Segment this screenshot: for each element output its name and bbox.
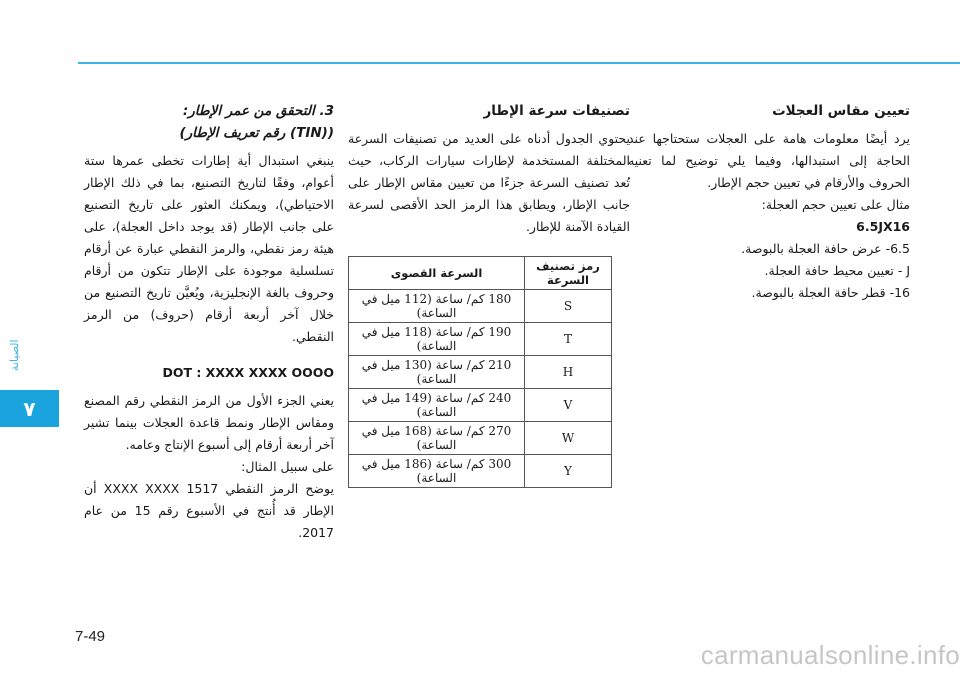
max-speed-cell: 190 كم/ ساعة (118 ميل في الساعة) — [349, 323, 525, 356]
speed-rating-section — [348, 100, 630, 238]
tire-age-section — [84, 100, 334, 544]
wheel-size-intro: يرد أيضًا معلومات هامة على العجلات ستحتاجها عند الحاجة إلى استبدالها، وفيما يلي توضيح لما تعنيه الحروف والأرقام في تعيين حجم الإطار. — [628, 131, 910, 190]
table-row — [349, 455, 612, 488]
dot-explanation: يعني الجزء الأول من الرمز النقطي رقم المصنع ومقاس الإطار ونمط قاعدة العجلات بينما تشير آخر أربعة أرقام إلى أسبوع الإنتاج وعامه. — [84, 393, 334, 452]
wheel-size-list-item: 16- قطر حافة العجلة بالبوصة. — [751, 285, 910, 300]
table-header-row — [349, 257, 612, 290]
speed-code-cell: W — [525, 422, 612, 455]
speed-code-cell: Y — [525, 455, 612, 488]
column-header-max-speed: السرعة القصوى — [349, 257, 525, 290]
example-paragraph: يوضح الرمز النقطي 1517 XXXX XXXX أن الإطار قد أُنتج في الأسبوع رقم 15 من عام 2017. — [84, 481, 334, 540]
watermark: carmanualsonline.info — [700, 640, 960, 670]
table-row — [349, 422, 612, 455]
wheel-size-list-item: 6.5- عرض حافة العجلة بالبوصة. — [741, 241, 910, 256]
wheel-size-code: 6.5JX16 — [856, 219, 910, 234]
speed-rating-paragraph: يحتوي الجدول أدناه على العديد من تصنيفات السرعة المختلفة المستخدمة لإطارات سيارات الركاب، حيث تُعد تصنيف السرعة جزءًا من تعيين مقاس الإطار على جانب الإطار، ويطابق هذا الرمز الحد الأقصى لسرعة القيادة الآمنة للإطار. — [348, 131, 630, 234]
max-speed-cell: 240 كم/ ساعة (149 ميل في الساعة) — [349, 389, 525, 422]
max-speed-cell: 210 كم/ ساعة (130 ميل في الساعة) — [349, 356, 525, 389]
tire-age-paragraph: ينبغي استبدال أية إطارات تخطى عمرها ستة أعوام، وفقًا لتاريخ التصنيع، بما في ذلك الإطار الاحتياطي)، ويمكنك العثور على تاريخ التصنيع على جانب الإطار (قد يوجد داخل العجلة)، على هيئة رمز نقطي، والرمز النقطي عبارة عن أرقام تسلسلية موجودة على الإطار تتكون من أرقام وحروف بالغة الإنجليزية، ويُعيَّن تاريخ التصنيع من خلال آخر أربعة أرقام (حروف) من الرمز النقطي. — [84, 153, 334, 344]
speed-code-cell: S — [525, 290, 612, 323]
chapter-number: ٧ — [23, 396, 36, 421]
table-row — [349, 290, 612, 323]
top-divider — [78, 62, 960, 64]
max-speed-cell: 180 كم/ ساعة (112 ميل في الساعة) — [349, 290, 525, 323]
section-label: الصيانة — [8, 339, 21, 371]
speed-code-cell: H — [525, 356, 612, 389]
dot-code: DOT : XXXX XXXX OOOO — [162, 365, 334, 380]
speed-rating-table — [348, 256, 612, 488]
table-row — [349, 389, 612, 422]
example-label: على سبيل المثال: — [241, 459, 334, 474]
chapter-tab — [0, 390, 59, 427]
table-row — [349, 356, 612, 389]
wheel-size-heading: تعيين مقاس العجلات — [772, 103, 910, 119]
column-header-code: رمز تصنيف السرعة — [525, 257, 612, 290]
speed-code-cell: T — [525, 323, 612, 356]
table-row — [349, 323, 612, 356]
wheel-size-list-item: J - تعيين محيط حافة العجلة. — [764, 263, 910, 278]
speed-rating-heading: تصنيفات سرعة الإطار — [483, 103, 630, 119]
tin-subheading: ((TIN) رقم تعريف الإطار) — [179, 125, 334, 141]
max-speed-cell: 300 كم/ ساعة (186 ميل في الساعة) — [349, 455, 525, 488]
wheel-size-example-label: مثال على تعيين حجم العجلة: — [761, 197, 910, 212]
speed-code-cell: V — [525, 389, 612, 422]
page-number: 7-49 — [75, 628, 106, 645]
wheel-size-section — [628, 100, 910, 304]
tire-age-heading: 3. التحقق من عمر الإطار: — [182, 103, 334, 119]
max-speed-cell: 270 كم/ ساعة (168 ميل في الساعة) — [349, 422, 525, 455]
